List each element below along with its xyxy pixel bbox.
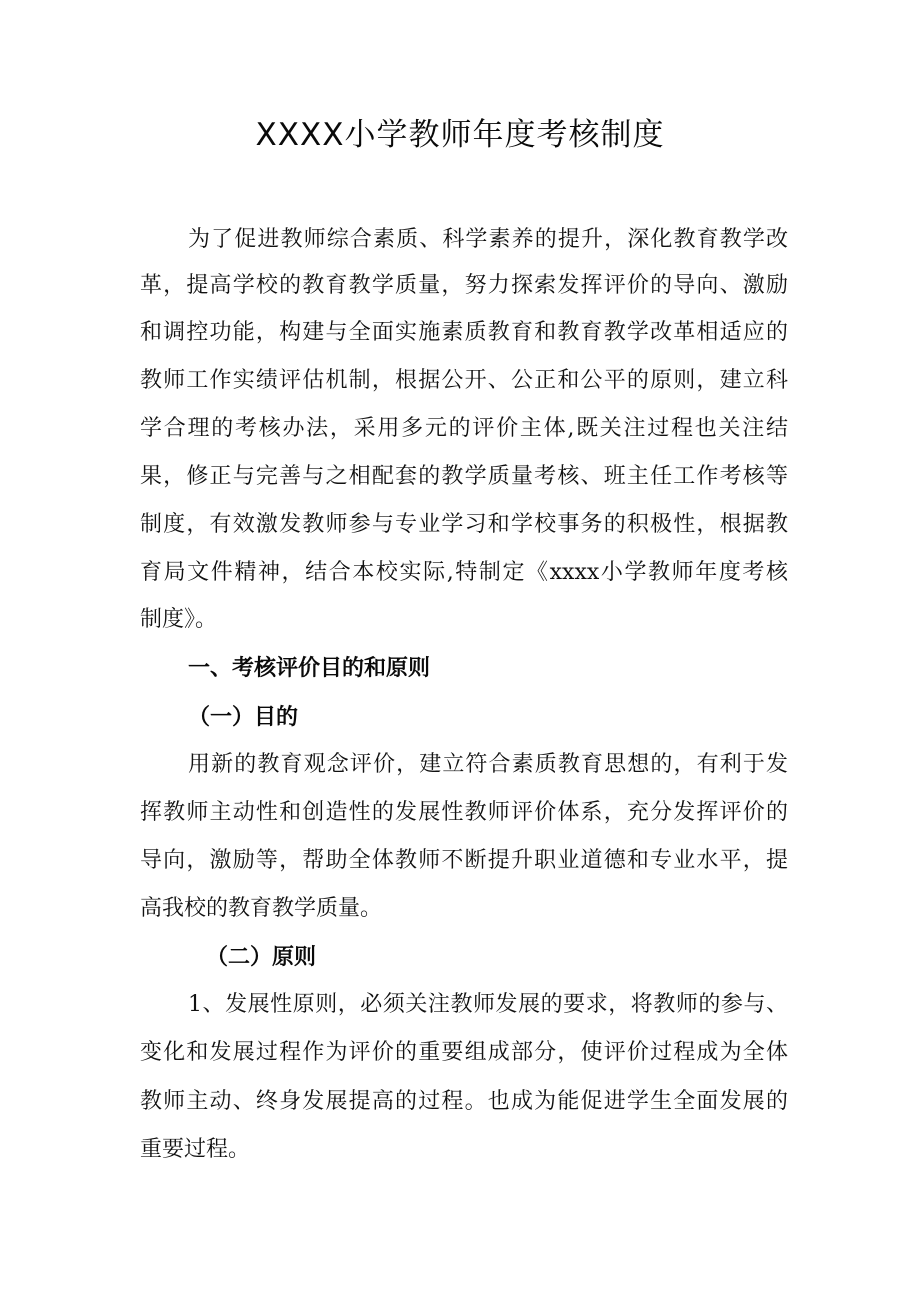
purpose-line: 导向，激励等，帮助全体教师不断提升职业道德和专业水平，提 [140, 848, 788, 873]
intro-line: 制度》。 [140, 607, 218, 632]
principle-line: 教师主动、终身发展提高的过程。也成为能促进学生全面发展的 [140, 1089, 788, 1114]
intro-line: 为了促进教师综合素质、科学素养的提升，深化教育教学改 [188, 227, 788, 252]
intro-line: 革，提高学校的教育教学质量，努力探索发挥评价的导向、激励 [140, 273, 788, 298]
intro-line: 学合理的考核办法，采用多元的评价主体,既关注过程也关注结 [140, 416, 788, 441]
purpose-line: 高我校的教育教学质量。 [140, 896, 383, 921]
principle-line: 1、发展性原则，必须关注教师发展的要求，将教师的参与、 [188, 992, 788, 1017]
subsection-heading-principles: （二）原则 [206, 945, 317, 970]
principle-line: 变化和发展过程作为评价的重要组成部分，使评价过程成为全体 [140, 1040, 788, 1065]
purpose-line: 用新的教育观念评价，建立符合素质教育思想的，有利于发 [188, 752, 788, 777]
subsection-heading-purpose: （一）目的 [188, 705, 299, 730]
intro-line: 和调控功能，构建与全面实施素质教育和教育教学改革相适应的 [140, 320, 788, 345]
intro-line: 果，修正与完善与之相配套的教学质量考核、班主任工作考核等 [140, 464, 788, 489]
intro-line: 育局文件精神，结合本校实际,特制定《xxxx小学教师年度考核 [140, 560, 788, 585]
intro-line: 制度，有效激发教师参与专业学习和学校事务的积极性，根据教 [140, 512, 788, 537]
section-heading: 一、考核评价目的和原则 [188, 656, 431, 681]
principle-line: 重要过程。 [140, 1137, 251, 1162]
intro-line: 教师工作实绩评估机制，根据公开、公正和公平的原则，建立科 [140, 368, 788, 393]
purpose-line: 挥教师主动性和创造性的发展性教师评价体系，充分发挥评价的 [140, 800, 788, 825]
document-title: XXXX小学教师年度考核制度 [255, 117, 665, 153]
